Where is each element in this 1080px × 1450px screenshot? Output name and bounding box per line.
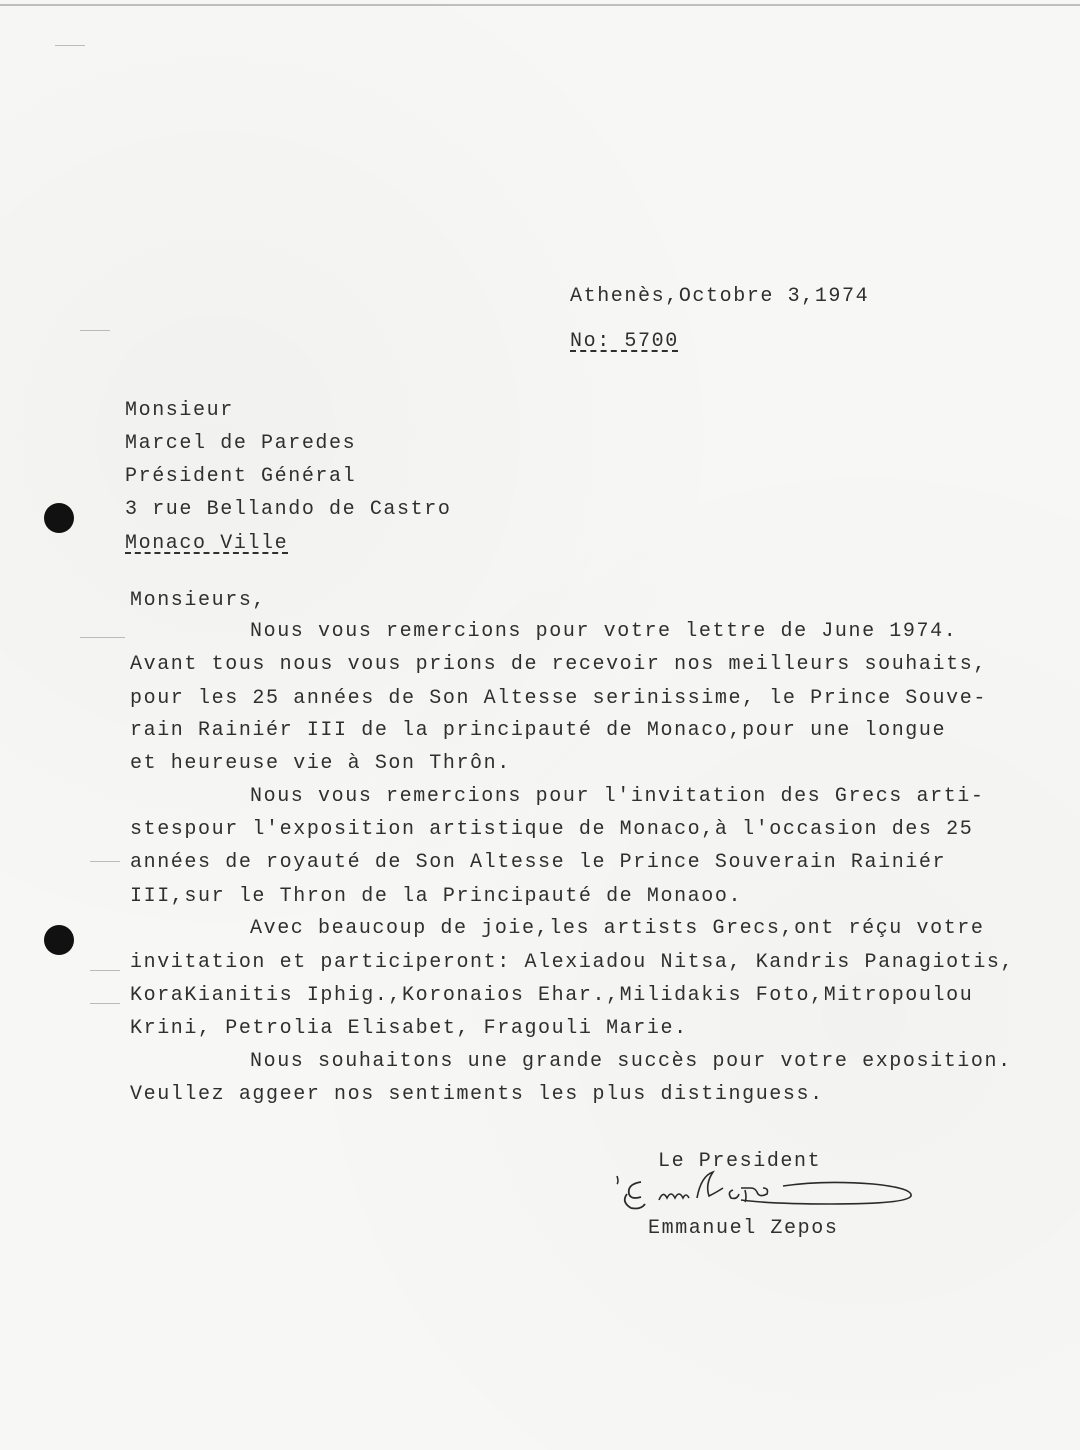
body-line: III,sur le Thron de la Principauté de Monaoo. <box>130 885 743 908</box>
body-line: Nous souhaitons une grande succès pour votre exposition. <box>250 1050 1012 1073</box>
punch-hole <box>44 925 74 955</box>
recipient-title: Monsieur <box>125 399 234 422</box>
body-line: Veullez aggeer nos sentiments les plus distinguess. <box>130 1083 824 1106</box>
place-date: Athenès,Octobre 3,1974 <box>570 285 870 308</box>
recipient-street: 3 rue Bellando de Castro <box>125 498 452 521</box>
recipient-name: Marcel de Paredes <box>125 432 357 455</box>
scan-mark <box>90 861 120 862</box>
scan-top-edge <box>0 4 1080 6</box>
body-line: Avec beaucoup de joie,les artists Grecs,ont réçu votre <box>250 917 985 940</box>
body-line: Avant tous nous vous prions de recevoir nos meilleurs souhaits, <box>130 653 987 676</box>
body-line: Krini, Petrolia Elisabet, Fragouli Marie. <box>130 1017 688 1040</box>
reference-number: No: 5700 <box>570 330 679 353</box>
salutation: Monsieurs, <box>130 589 267 612</box>
body-line: Nous vous remercions pour l'invitation des Grecs arti- <box>250 785 985 808</box>
body-line: rain Rainiér III de la principauté de Monaco,pour une longue <box>130 719 947 742</box>
scan-mark <box>80 330 110 331</box>
scan-mark <box>90 1003 120 1004</box>
punch-hole <box>44 503 74 533</box>
body-line: et heureuse vie à Son Thrôn. <box>130 752 511 775</box>
scan-mark <box>80 637 125 638</box>
scan-mark <box>55 45 85 46</box>
scan-mark <box>90 970 120 971</box>
body-line: Nous vous remercions pour votre lettre de June 1974. <box>250 620 958 643</box>
body-line: invitation et participeront: Alexiadou Nitsa, Kandris Panagiotis, <box>130 951 1015 974</box>
body-line: stespour l'exposition artistique de Monaco,à l'occasion des 25 <box>130 818 974 841</box>
body-line: années de royauté de Son Altesse le Prince Souverain Rainiér <box>130 851 947 874</box>
closing-title: Le President <box>658 1150 822 1173</box>
body-line: pour les 25 années de Son Altesse serinissime, le Prince Souve- <box>130 687 987 710</box>
recipient-position: Président Général <box>125 465 357 488</box>
body-line: KoraKianitis Iphig.,Koronaios Ehar.,Milidakis Foto,Mitropoulou <box>130 984 974 1007</box>
recipient-city: Monaco Ville <box>125 532 289 555</box>
signatory-name: Emmanuel Zepos <box>648 1217 839 1240</box>
